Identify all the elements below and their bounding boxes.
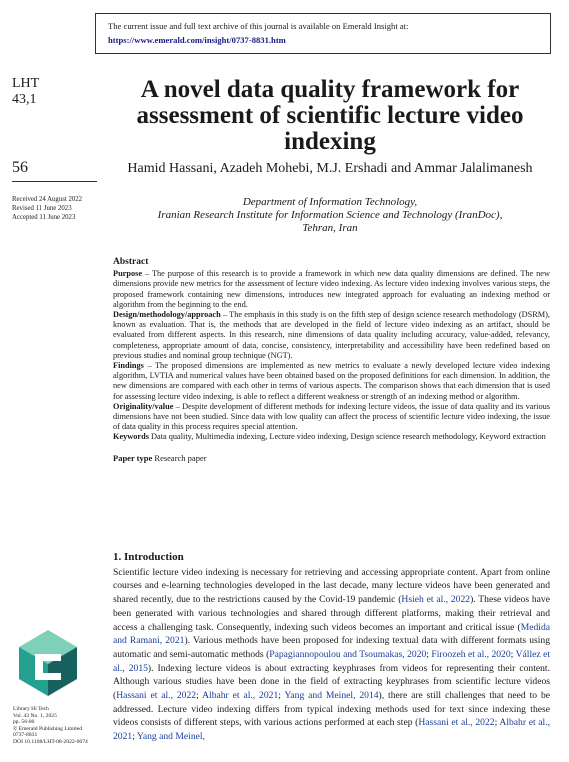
journal-info [13, 706, 108, 746]
citation-link[interactable]: Vállez et al., 2015 [113, 648, 550, 674]
design-text: – The emphasis in this study is on the fifth step of design science research methodology (DSRM), known as evaluation. That is, the methods that are developed in the field of lecture video indexing as an artifact, should be evaluated from different aspects. In this research, nine dimensions of data quality including accuracy, value-added, relevancy, completeness, appropriate amount of data, concise, consistency, interpretability and accessibility have been redefined based on previous studies and nominal group technique (NGT). [113, 310, 550, 360]
abstract-section [113, 257, 550, 463]
citation-link[interactable]: Yang and Meinel, 2014 [284, 690, 379, 702]
journal-pages: pp. 56-80 [13, 719, 35, 726]
citation-link[interactable]: Hsieh et al., 2022 [401, 594, 471, 606]
abstract-originality [113, 402, 550, 433]
keywords-text: Data quality, Multimedia indexing, Lecture video indexing, Design science research methodology, Keyword extraction [148, 432, 546, 442]
citation-link[interactable]: Albahr et al., 2021 [202, 690, 279, 702]
abstract-keywords [113, 432, 550, 442]
intro-text: ). Various methods have been proposed for indexing textual data with different formats using automatic and semi-automatic methods ( [113, 635, 550, 660]
article-history [12, 195, 107, 222]
citation-link[interactable]: Albahr et al., 2021 [113, 717, 550, 743]
citation-link[interactable]: Medida and Ramani, 2021 [113, 621, 550, 647]
intro-text: ; [426, 648, 432, 660]
intro-text: ). Indexing lecture videos is about extracting keyphrases from videos for representing their content. Although various studies have been done in the field of extracting keyphrases from scientific lecture videos ( [113, 662, 551, 702]
revised-date: Revised 11 June 2023 [12, 205, 72, 212]
citation-link[interactable]: Hassani et al., 2022 [418, 717, 495, 729]
page-number: 56 [12, 159, 97, 182]
affiliation-city: Tehran, Iran [302, 222, 358, 234]
affiliation-department: Department of Information Technology, [242, 196, 418, 208]
abstract-design [113, 310, 550, 361]
design-label: Design/methodology/approach [113, 310, 221, 320]
author-list: Hamid Hassani, Azadeh Mohebi, M.J. Ershadi and Ammar Jalalimanesh [127, 161, 533, 176]
citation-link[interactable]: Yang and Meinel, [136, 731, 205, 743]
doi: DOI 10.1108/LHT-08-2022-0674 [13, 738, 88, 745]
journal-name: Library Hi Tech [13, 706, 49, 712]
affiliation-institute: Iranian Research Institute for Information Science and Technology (IranDoc), [157, 209, 503, 221]
introduction-heading: 1. Introduction [113, 551, 184, 563]
findings-label: Findings [113, 361, 144, 371]
originality-text: – Despite development of different methods for indexing lecture videos, the issue of data quality and its various dimensions have not been studied. Since data with low quality can affect the process of scientific lecture video indexing, the issue of data quality in this process requires special attention. [113, 401, 550, 432]
intro-text: ). These videos have been generated with various technologies and shared through different platforms, making their retrieval and access a challenging task. Consequently, indexing such videos becomes an important and critical issue ( [113, 594, 550, 633]
findings-text: – The proposed dimensions are implemented as new metrics to evaluate a newly developed lecture video indexing algorithm, LVTIA and numerical values have been obtained based on the proposed definitions for each dimension. In addition, the new dimensions are compared with each other in terms of various aspects. The comparison shows that each dimension that is used for assessing lecture video indexing, is able to reflect a different weakness or strength of an indexing method or algorithm. [113, 361, 550, 401]
intro-text: ; [494, 717, 500, 729]
abstract-heading: Abstract [113, 257, 149, 267]
citation-link[interactable]: Hassani et al., 2022 [116, 690, 197, 702]
journal-volume: 43,1 [12, 92, 37, 107]
affiliation [110, 196, 550, 235]
paper-type-text: Research paper [152, 452, 207, 463]
introduction-paragraph [113, 566, 550, 744]
intro-text: ), there are still challenges that need to be addressed. Lecture video indexing differs from typical indexing methods used for text since indexing these videos consists of different steps, with various actions performed at each step ( [113, 690, 551, 729]
received-date: Received 24 August 2022 [12, 196, 83, 203]
issn: 0737-8831 [13, 732, 38, 739]
journal-url-link[interactable]: https://www.emerald.com/insight/0737-8831.htm [108, 35, 286, 45]
notice-text: The current issue and full text archive of this journal is available on Emerald Insight at: [108, 21, 409, 31]
journal-volume-block [12, 76, 107, 108]
abstract-purpose [113, 269, 550, 310]
intro-text: ; [132, 731, 137, 743]
journal-logo-icon [13, 628, 83, 698]
article-title: A novel data quality framework for assessment of scientific lecture video indexing [136, 76, 524, 155]
purpose-text: – The purpose of this research is to provide a framework in which new data quality dimensions are defined. The new dimensions provide new metrics for the assessment of lecture video indexing. As lecture video indexing involves various steps, the proposed framework containing new dimensions, introduces new integrated approach for evaluating an indexing method or algorithm from the beginning to the end. [113, 269, 550, 309]
journal-archive-notice [95, 13, 551, 54]
copyright: © Emerald Publishing Limited [13, 725, 83, 732]
accepted-date: Accepted 11 June 2023 [12, 214, 76, 221]
intro-text: ; [510, 648, 516, 660]
journal-issue: Vol. 43 No. 1, 2025 [13, 712, 57, 719]
paper-type-label: Paper type [113, 452, 153, 463]
introduction-section [113, 551, 550, 744]
citation-link[interactable]: Papagiannopoulou and Tsoumakas, 2020 [269, 648, 427, 660]
citation-link[interactable]: Firoozeh et al., 2020 [431, 648, 511, 660]
abstract-paper-type [113, 453, 550, 463]
intro-text: Scientific lecture video indexing is necessary for retrieving and accessing appropriate content. Apart from online courses and e-learning technologies developed in the last decade, many lecture videos have been generated and shared recently, due to the restrictions caused by the Covid-19 pandemic ( [113, 566, 550, 606]
keywords-label: Keywords [113, 432, 149, 442]
intro-text: ; [196, 690, 203, 702]
abstract-findings [113, 361, 550, 402]
purpose-label: Purpose [113, 269, 143, 279]
intro-text: ; [278, 690, 285, 702]
journal-abbreviation: LHT [12, 76, 40, 91]
originality-label: Originality/value [113, 401, 174, 411]
